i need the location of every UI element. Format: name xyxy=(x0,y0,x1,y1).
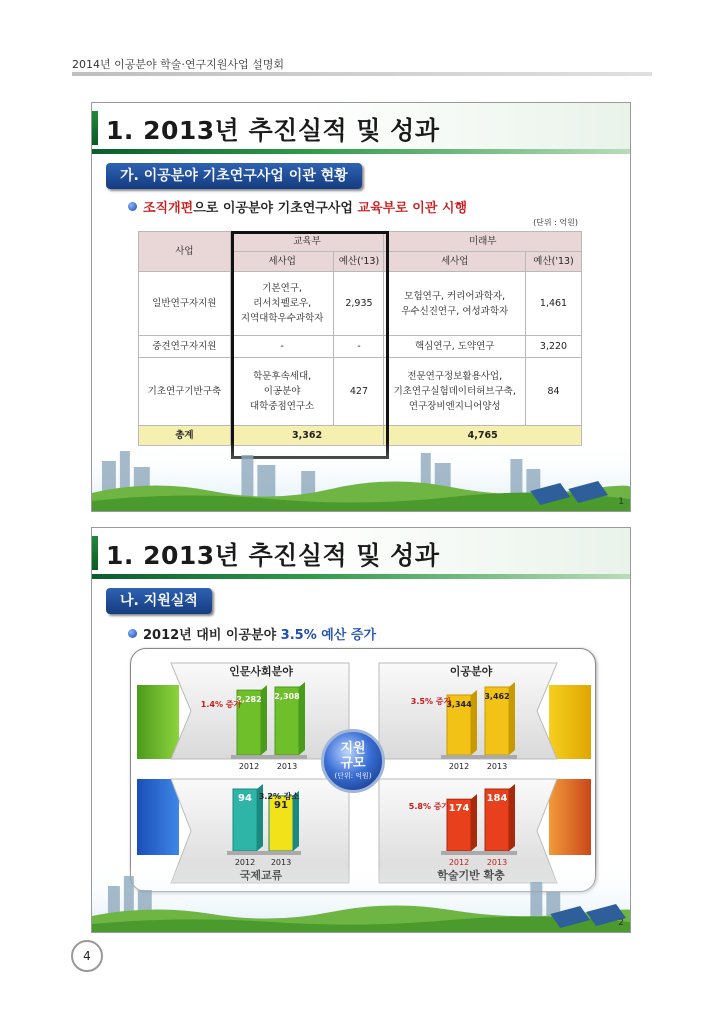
section-tag: 가. 이공분야 기초연구사업 이관 현황 xyxy=(106,163,362,189)
bar-base xyxy=(441,755,517,759)
bullet-text: 2012년 대비 이공분야 3.5% 예산 증가 xyxy=(128,624,376,643)
bullet-icon xyxy=(128,202,137,211)
change-label: 5.8% 증가 xyxy=(408,802,450,811)
panel-title: 이공분야 xyxy=(449,665,493,678)
year-label: 2013 xyxy=(276,762,298,771)
bar-side xyxy=(261,685,267,755)
support-infographic xyxy=(130,648,596,892)
bar-value-label: 174 xyxy=(448,803,470,815)
slide-number: 2 xyxy=(618,918,624,928)
page-number: 4 xyxy=(71,940,103,972)
bar-base xyxy=(441,851,517,855)
bar-side xyxy=(509,784,515,851)
slide-1 xyxy=(91,102,631,512)
year-label: 2013 xyxy=(486,762,508,771)
title-accent xyxy=(92,536,98,570)
change-label: 3.2% 감소 xyxy=(258,792,300,801)
slide-2 xyxy=(91,527,631,933)
bar-value-label: 3,344 xyxy=(446,699,472,709)
title-accent xyxy=(92,111,98,145)
bar-value-label: 3,462 xyxy=(484,692,510,701)
table-row: 중견연구자지원 - - 핵심연구, 도약연구 3,220 xyxy=(139,336,582,358)
bullet-text: 조직개편으로 이공분야 기초연구사업 교육부로 이관 시행 xyxy=(128,197,467,216)
header-budget: 예산('13) xyxy=(334,252,384,272)
header-budget: 예산('13) xyxy=(526,252,582,272)
year-label: 2012 xyxy=(448,762,470,771)
bar-side xyxy=(471,690,477,755)
bar-side xyxy=(471,794,477,851)
header-sub: 세사업 xyxy=(230,252,334,272)
cityscape-illustration xyxy=(92,862,630,932)
bar-value-label: 91 xyxy=(274,799,288,811)
bar-value-label: 94 xyxy=(238,793,252,804)
header-msip: 미래부 xyxy=(384,232,582,252)
header-sub: 세사업 xyxy=(384,252,526,272)
table-row: 일반연구자지원 기본연구, 리서치펠로우, 지역대학우수과학자 2,935 모험연구, 커리어과학자, 우수신진연구, 여성과학자 1,461 xyxy=(139,272,582,336)
highlight-box xyxy=(231,231,389,459)
green-wedge xyxy=(137,685,179,759)
header-moe: 교육부 xyxy=(230,232,384,252)
bar-value-label: 2,282 xyxy=(236,695,262,705)
slide-number: 1 xyxy=(618,497,624,507)
total-row: 총계 3,362 4,765 xyxy=(139,426,582,446)
slide-title: 1. 2013년 추진실적 및 성과 xyxy=(106,116,440,145)
bullet-icon xyxy=(128,629,137,638)
title-underline xyxy=(92,574,630,579)
table-row: 기초연구기반구축 학문후속세대, 이공분야 대학중점연구소 427 전문연구정보활용사업, 기초연구실험데이터허브구축, 연구장비엔지니어양성 84 xyxy=(139,358,582,426)
header-business: 사업 xyxy=(139,232,231,272)
blue-wedge xyxy=(137,779,179,855)
bar-base xyxy=(227,851,301,855)
cityscape-illustration xyxy=(92,441,630,511)
year-label: 2012 xyxy=(238,762,260,771)
section-tag: 나. 지원실적 xyxy=(106,588,212,614)
unit-label: (단위 : 억원) xyxy=(533,218,578,227)
bar-value-label: 2,308 xyxy=(274,692,300,701)
slide-title: 1. 2013년 추진실적 및 성과 xyxy=(106,541,440,570)
bar-side xyxy=(299,682,305,755)
center-badge: 지원 규모 (단위: 억원) xyxy=(321,729,385,793)
document-header: 2014년 이공분야 학술·연구지원사업 설명회 xyxy=(72,58,284,71)
header-rule xyxy=(72,72,652,76)
change-label: 1.4% 증가 xyxy=(200,700,242,709)
yellow-wedge xyxy=(549,685,591,759)
orange-wedge xyxy=(549,779,591,855)
change-label: 3.5% 증가 xyxy=(410,697,452,706)
panel-title: 인문사회분야 xyxy=(229,665,293,678)
bar-base xyxy=(231,755,307,759)
title-underline xyxy=(92,149,630,154)
bar-side xyxy=(509,682,515,755)
bar-value-label: 184 xyxy=(486,793,508,804)
